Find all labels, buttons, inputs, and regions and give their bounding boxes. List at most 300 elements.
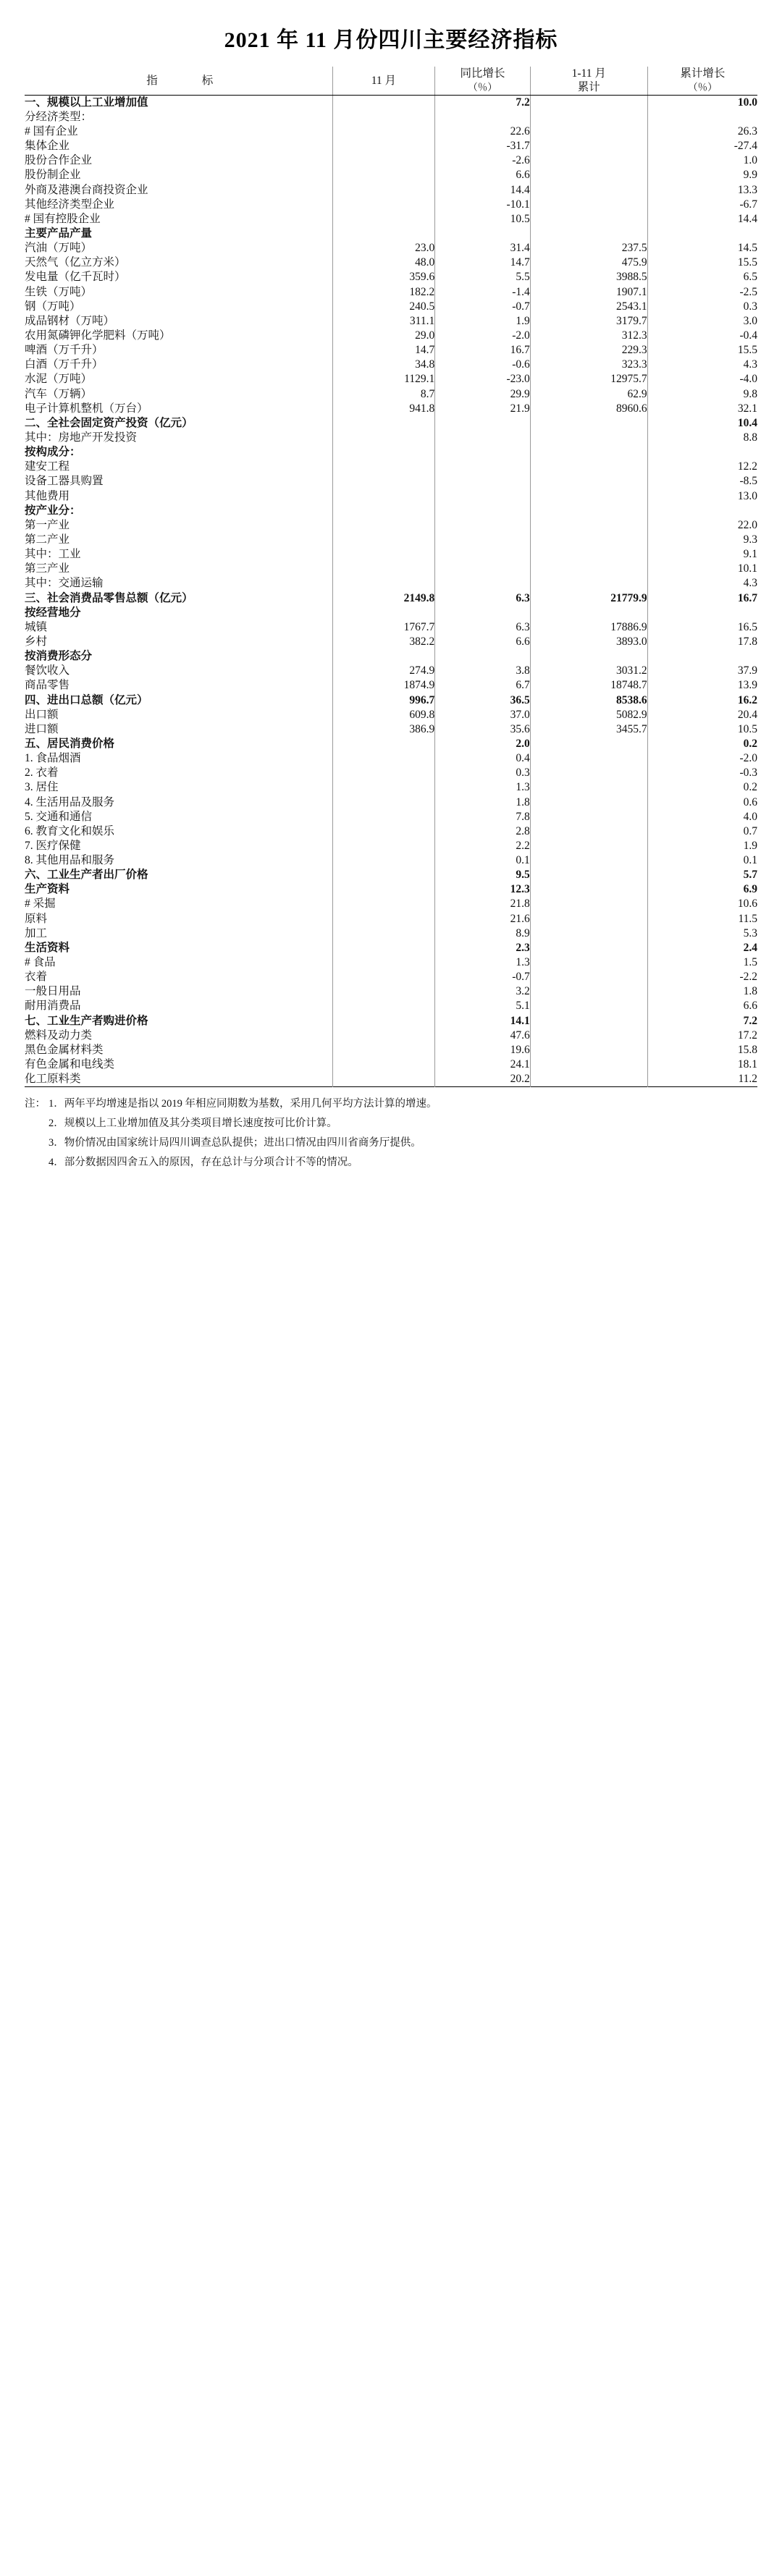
row-value-month: [332, 168, 435, 182]
row-label: 四、进出口总额（亿元）: [25, 693, 148, 706]
row-label: 乡村: [25, 635, 48, 648]
table-row: [25, 897, 757, 911]
row-value-month-growth: 3.8: [435, 664, 531, 678]
row-value-cum-growth: -27.4: [647, 139, 757, 153]
row-label: 成品钢材（万吨）: [25, 314, 115, 327]
row-value-cumulative: [530, 912, 647, 926]
row-value-month: [332, 576, 435, 591]
row-value-cumulative: [530, 504, 647, 518]
row-value-month-growth: 31.4: [435, 241, 531, 256]
row-value-month: 382.2: [332, 635, 435, 649]
row-value-month: 311.1: [332, 314, 435, 329]
row-value-month-growth: 6.3: [435, 620, 531, 635]
column-header-cumulative-line1: 1-11 月: [571, 67, 606, 80]
row-value-month: 29.0: [332, 329, 435, 343]
row-value-month-growth: -10.1: [435, 198, 531, 212]
row-value-cum-growth: [647, 649, 757, 664]
row-value-month: 48.0: [332, 256, 435, 270]
row-value-cum-growth: 4.3: [647, 358, 757, 372]
table-row: [25, 1057, 757, 1072]
row-value-cumulative: 312.3: [530, 329, 647, 343]
row-value-cum-growth: 6.6: [647, 999, 757, 1013]
row-label: 三、社会消费品零售总额（亿元）: [25, 591, 193, 604]
row-value-month: [332, 780, 435, 795]
row-value-month-growth: 29.9: [435, 387, 531, 402]
row-value-cum-growth: 15.8: [647, 1043, 757, 1057]
table-row: [25, 489, 757, 504]
row-label: 化工原料类: [25, 1073, 81, 1086]
note-number: 4．: [49, 1156, 64, 1168]
row-label: 一、规模以上工业增加值: [25, 96, 148, 109]
row-value-month-growth: 1.3: [435, 780, 531, 795]
economic-indicators-table: [25, 67, 757, 1087]
row-value-cumulative: [530, 460, 647, 474]
row-value-cumulative: [530, 153, 647, 168]
table-row: [25, 343, 757, 358]
row-label: 其中：交通运输: [25, 577, 104, 590]
row-value-cumulative: 21779.9: [530, 591, 647, 606]
row-value-cum-growth: 0.1: [647, 853, 757, 868]
row-value-month: [332, 445, 435, 460]
table-row: [25, 693, 757, 708]
row-value-month: [332, 868, 435, 882]
table-row: [25, 445, 757, 460]
table-row: [25, 431, 757, 445]
row-value-month-growth: -23.0: [435, 372, 531, 387]
row-value-cum-growth: 11.5: [647, 912, 757, 926]
column-header-month: 11 月: [332, 67, 435, 95]
row-value-month: [332, 824, 435, 839]
row-value-cum-growth: 10.5: [647, 722, 757, 737]
row-value-cum-growth: 10.4: [647, 416, 757, 431]
row-value-cumulative: 3031.2: [530, 664, 647, 678]
row-value-month: 941.8: [332, 402, 435, 416]
row-value-month-growth: [435, 504, 531, 518]
row-value-cum-growth: 12.2: [647, 460, 757, 474]
row-value-cumulative: [530, 1043, 647, 1057]
row-value-month: [332, 912, 435, 926]
row-label: # 采掘: [25, 898, 56, 911]
row-value-month-growth: 6.3: [435, 591, 531, 606]
table-row: [25, 139, 757, 153]
row-value-cum-growth: 10.6: [647, 897, 757, 911]
row-value-month-growth: 14.4: [435, 183, 531, 198]
row-value-month-growth: [435, 576, 531, 591]
column-header-month-growth: [435, 67, 531, 95]
row-value-cum-growth: -8.5: [647, 474, 757, 489]
row-value-cumulative: [530, 227, 647, 241]
row-label: 钢（万吨）: [25, 300, 81, 313]
row-value-cumulative: [530, 445, 647, 460]
row-value-cum-growth: 3.0: [647, 314, 757, 329]
table-row: [25, 270, 757, 284]
row-value-cum-growth: 2.4: [647, 941, 757, 955]
row-value-cum-growth: 9.1: [647, 547, 757, 562]
row-value-month-growth: 7.2: [435, 95, 531, 110]
note-text: 规模以上工业增加值及其分类项目增长速度按可比价计算。: [64, 1118, 337, 1130]
row-value-cum-growth: 1.0: [647, 153, 757, 168]
row-label: 黑色金属材料类: [25, 1043, 104, 1056]
row-value-cum-growth: 13.3: [647, 183, 757, 198]
row-label: 原料: [25, 912, 48, 925]
row-value-month: [332, 737, 435, 751]
table-row: [25, 882, 757, 897]
row-label: # 国有企业: [25, 125, 78, 138]
table-row: [25, 153, 757, 168]
row-value-month-growth: 47.6: [435, 1029, 531, 1043]
table-row: [25, 474, 757, 489]
table-row: [25, 227, 757, 241]
table-row: [25, 984, 757, 999]
row-value-cum-growth: -2.0: [647, 751, 757, 766]
row-value-cumulative: [530, 183, 647, 198]
row-label: 第三产业: [25, 562, 70, 575]
row-label: 5. 交通和通信: [25, 810, 93, 823]
row-value-cum-growth: [647, 227, 757, 241]
row-value-cum-growth: 13.9: [647, 678, 757, 693]
row-value-month: [332, 984, 435, 999]
row-value-cumulative: [530, 518, 647, 533]
row-value-cum-growth: 0.6: [647, 795, 757, 810]
row-value-cum-growth: 7.2: [647, 1014, 757, 1029]
row-value-cumulative: [530, 474, 647, 489]
row-value-month: [332, 795, 435, 810]
row-value-cumulative: [530, 110, 647, 124]
row-value-month: [332, 110, 435, 124]
row-label: 6. 教育文化和娱乐: [25, 824, 115, 837]
note-item: [25, 1094, 757, 1114]
row-value-month: [332, 227, 435, 241]
column-header-cumulative-line2: 累计: [577, 81, 600, 94]
table-row: [25, 460, 757, 474]
row-value-month: 996.7: [332, 693, 435, 708]
page-title: 2021 年 11 月份四川主要经济指标: [224, 28, 558, 52]
row-value-month: [332, 926, 435, 941]
row-value-cum-growth: 10.0: [647, 95, 757, 110]
table-row: [25, 766, 757, 780]
row-value-cumulative: [530, 824, 647, 839]
row-value-month: [332, 999, 435, 1013]
row-value-month-growth: [435, 460, 531, 474]
row-value-month: [332, 839, 435, 853]
row-value-cum-growth: 20.4: [647, 708, 757, 722]
row-value-month: [332, 810, 435, 824]
row-label: 六、工业生产者出厂价格: [25, 869, 148, 882]
row-value-month: [332, 1057, 435, 1072]
row-value-month: 359.6: [332, 270, 435, 284]
table-row: [25, 824, 757, 839]
row-label: 其中：工业: [25, 548, 81, 561]
column-header-month-growth-unit: （％）: [468, 82, 497, 93]
table-row: [25, 372, 757, 387]
row-value-cum-growth: [647, 445, 757, 460]
row-value-cum-growth: 14.5: [647, 241, 757, 256]
table-row: [25, 810, 757, 824]
row-value-cum-growth: 15.5: [647, 256, 757, 270]
row-value-cumulative: [530, 212, 647, 227]
row-value-month-growth: 2.3: [435, 941, 531, 955]
table-notes: [25, 1094, 757, 1172]
table-row: [25, 970, 757, 984]
row-label: 汽车（万辆）: [25, 387, 93, 400]
row-value-month-growth: [435, 474, 531, 489]
row-label: 汽油（万吨）: [25, 242, 93, 255]
row-value-month-growth: 8.9: [435, 926, 531, 941]
row-value-month-growth: 36.5: [435, 693, 531, 708]
row-label: 4. 生活用品及服务: [25, 795, 115, 808]
row-value-month-growth: 35.6: [435, 722, 531, 737]
row-value-cumulative: [530, 576, 647, 591]
row-value-cumulative: [530, 606, 647, 620]
row-value-month: [332, 1043, 435, 1057]
row-value-month: [332, 547, 435, 562]
row-value-cumulative: [530, 562, 647, 576]
row-value-cumulative: [530, 198, 647, 212]
row-label: 股份合作企业: [25, 154, 93, 167]
row-value-cum-growth: [647, 504, 757, 518]
row-value-cumulative: 1907.1: [530, 285, 647, 300]
note-number: 2．: [49, 1118, 64, 1130]
row-value-cumulative: 323.3: [530, 358, 647, 372]
row-value-cum-growth: 5.7: [647, 868, 757, 882]
row-value-month-growth: 10.5: [435, 212, 531, 227]
row-value-month: [332, 1014, 435, 1029]
row-value-cum-growth: 14.4: [647, 212, 757, 227]
row-value-month-growth: 37.0: [435, 708, 531, 722]
row-value-month-growth: 2.8: [435, 824, 531, 839]
row-value-month-growth: 5.1: [435, 999, 531, 1013]
row-value-cum-growth: 32.1: [647, 402, 757, 416]
row-label: 燃料及动力类: [25, 1029, 93, 1042]
row-label: 天然气（亿立方米）: [25, 256, 126, 269]
row-value-cumulative: [530, 533, 647, 547]
table-row: [25, 912, 757, 926]
note-item: [25, 1133, 757, 1153]
row-value-cumulative: [530, 1029, 647, 1043]
note-item: [25, 1153, 757, 1173]
row-value-cum-growth: 0.7: [647, 824, 757, 839]
row-label: 股份制企业: [25, 169, 81, 182]
row-value-month-growth: 5.5: [435, 270, 531, 284]
note-text: 部分数据因四舍五入的原因，存在总计与分项合计不等的情况。: [64, 1156, 358, 1168]
row-value-cum-growth: [647, 110, 757, 124]
row-label: 衣着: [25, 971, 48, 984]
row-value-cum-growth: 1.8: [647, 984, 757, 999]
row-value-cumulative: [530, 737, 647, 751]
row-value-cumulative: 8960.6: [530, 402, 647, 416]
row-value-cum-growth: 9.8: [647, 387, 757, 402]
row-value-cumulative: [530, 751, 647, 766]
row-value-cum-growth: 22.0: [647, 518, 757, 533]
table-row: [25, 183, 757, 198]
row-value-cumulative: [530, 1072, 647, 1087]
table-row: [25, 358, 757, 372]
row-value-month-growth: 24.1: [435, 1057, 531, 1072]
table-row: [25, 737, 757, 751]
row-value-month-growth: 1.9: [435, 314, 531, 329]
table-row: [25, 547, 757, 562]
row-value-cumulative: [530, 168, 647, 182]
row-value-cum-growth: 4.3: [647, 576, 757, 591]
row-value-month-growth: [435, 431, 531, 445]
row-label: 二、全社会固定资产投资（亿元）: [25, 416, 193, 429]
row-value-month-growth: -1.4: [435, 285, 531, 300]
row-value-month-growth: 0.4: [435, 751, 531, 766]
row-value-cumulative: [530, 547, 647, 562]
row-value-month-growth: [435, 445, 531, 460]
row-value-month-growth: [435, 562, 531, 576]
row-value-cum-growth: 16.7: [647, 591, 757, 606]
row-value-cum-growth: 1.9: [647, 839, 757, 853]
table-row: [25, 314, 757, 329]
row-value-month: [332, 95, 435, 110]
row-label: 第一产业: [25, 518, 70, 531]
row-value-cumulative: 5082.9: [530, 708, 647, 722]
row-value-month: [332, 941, 435, 955]
row-label: 生铁（万吨）: [25, 285, 93, 298]
note-number: 3．: [49, 1136, 64, 1149]
row-value-cum-growth: 5.3: [647, 926, 757, 941]
row-label: 设备工器具购置: [25, 475, 104, 488]
row-label: 3. 居住: [25, 781, 59, 794]
row-label: 第二产业: [25, 533, 70, 546]
table-row: [25, 839, 757, 853]
row-value-cumulative: 229.3: [530, 343, 647, 358]
row-label: 耐用消费品: [25, 1000, 81, 1013]
row-value-month-growth: 6.6: [435, 168, 531, 182]
row-value-month-growth: 19.6: [435, 1043, 531, 1057]
row-label: 城镇: [25, 620, 48, 633]
row-value-cumulative: 17886.9: [530, 620, 647, 635]
row-value-cumulative: [530, 1014, 647, 1029]
row-value-month: [332, 882, 435, 897]
row-value-cum-growth: -4.0: [647, 372, 757, 387]
table-row: [25, 635, 757, 649]
row-label: 生产资料: [25, 883, 70, 896]
column-header-month-growth-text: 同比增长: [460, 67, 505, 80]
table-row: [25, 198, 757, 212]
table-row: [25, 795, 757, 810]
row-value-cum-growth: -6.7: [647, 198, 757, 212]
row-value-month-growth: 16.7: [435, 343, 531, 358]
row-value-month: [332, 416, 435, 431]
row-value-month: [332, 606, 435, 620]
row-label: 有色金属和电线类: [25, 1058, 115, 1071]
row-value-cum-growth: 16.2: [647, 693, 757, 708]
table-row: [25, 329, 757, 343]
row-label: 电子计算机整机（万台）: [25, 402, 148, 415]
row-value-cumulative: [530, 489, 647, 504]
row-value-month-growth: -0.6: [435, 358, 531, 372]
table-row: [25, 664, 757, 678]
table-row: [25, 533, 757, 547]
row-label: 7. 医疗保健: [25, 839, 81, 852]
row-label: 其他经济类型企业: [25, 198, 115, 211]
row-value-month-growth: 22.6: [435, 124, 531, 139]
table-row: [25, 168, 757, 182]
row-value-cumulative: [530, 853, 647, 868]
row-value-month: [332, 212, 435, 227]
table-row: [25, 504, 757, 518]
row-value-cumulative: [530, 139, 647, 153]
row-value-cumulative: [530, 926, 647, 941]
row-value-cum-growth: 6.9: [647, 882, 757, 897]
row-value-cum-growth: 1.5: [647, 955, 757, 970]
row-value-month-growth: 2.0: [435, 737, 531, 751]
row-label: 出口额: [25, 708, 59, 721]
row-value-month-growth: [435, 416, 531, 431]
row-value-month-growth: 21.8: [435, 897, 531, 911]
row-value-month-growth: [435, 533, 531, 547]
row-value-month-growth: 3.2: [435, 984, 531, 999]
row-label: 白酒（万千升）: [25, 358, 104, 371]
row-value-cum-growth: 13.0: [647, 489, 757, 504]
table-row: [25, 649, 757, 664]
row-value-month-growth: -0.7: [435, 300, 531, 314]
row-label: 七、工业生产者购进价格: [25, 1014, 148, 1027]
row-value-month-growth: -2.0: [435, 329, 531, 343]
row-value-cumulative: [530, 984, 647, 999]
table-row: [25, 722, 757, 737]
row-value-month-growth: 6.6: [435, 635, 531, 649]
note-number: 1．: [49, 1098, 64, 1110]
table-row: [25, 955, 757, 970]
row-label: 其中：房地产开发投资: [25, 431, 138, 444]
row-value-month-growth: 1.3: [435, 955, 531, 970]
row-value-cumulative: 8538.6: [530, 693, 647, 708]
row-value-cumulative: 62.9: [530, 387, 647, 402]
row-value-month-growth: [435, 489, 531, 504]
row-value-cumulative: 3988.5: [530, 270, 647, 284]
row-label: 1. 食品烟酒: [25, 752, 81, 765]
table-row: [25, 1043, 757, 1057]
column-header-cumulative: [530, 67, 647, 95]
table-row: [25, 576, 757, 591]
table-row: [25, 402, 757, 416]
note-text: 两年平均增速是指以 2019 年相应同期数为基数，采用几何平均方法计算的增速。: [64, 1098, 437, 1110]
row-label: 按消费形态分: [25, 650, 93, 663]
row-value-cumulative: [530, 649, 647, 664]
row-label: 发电量（亿千瓦时）: [25, 271, 126, 284]
row-value-month-growth: 0.1: [435, 853, 531, 868]
row-value-month: 386.9: [332, 722, 435, 737]
row-value-cum-growth: 15.5: [647, 343, 757, 358]
table-row: [25, 678, 757, 693]
table-row: [25, 708, 757, 722]
row-value-cumulative: 3893.0: [530, 635, 647, 649]
row-value-cum-growth: 16.5: [647, 620, 757, 635]
row-value-cumulative: [530, 431, 647, 445]
row-label: 8. 其他用品和服务: [25, 854, 115, 867]
row-label: 2. 衣着: [25, 767, 59, 780]
row-value-month: 609.8: [332, 708, 435, 722]
row-value-cum-growth: 9.9: [647, 168, 757, 182]
row-value-cum-growth: 18.1: [647, 1057, 757, 1072]
row-value-cumulative: [530, 766, 647, 780]
table-row: [25, 212, 757, 227]
row-value-month: 14.7: [332, 343, 435, 358]
table-row: [25, 110, 757, 124]
row-value-cum-growth: -2.5: [647, 285, 757, 300]
row-value-cum-growth: 0.3: [647, 300, 757, 314]
row-value-month: [332, 955, 435, 970]
row-value-month: [332, 518, 435, 533]
table-row: [25, 926, 757, 941]
row-value-month: [332, 1072, 435, 1087]
row-value-month: [332, 153, 435, 168]
row-value-cum-growth: -0.3: [647, 766, 757, 780]
row-value-month-growth: [435, 518, 531, 533]
